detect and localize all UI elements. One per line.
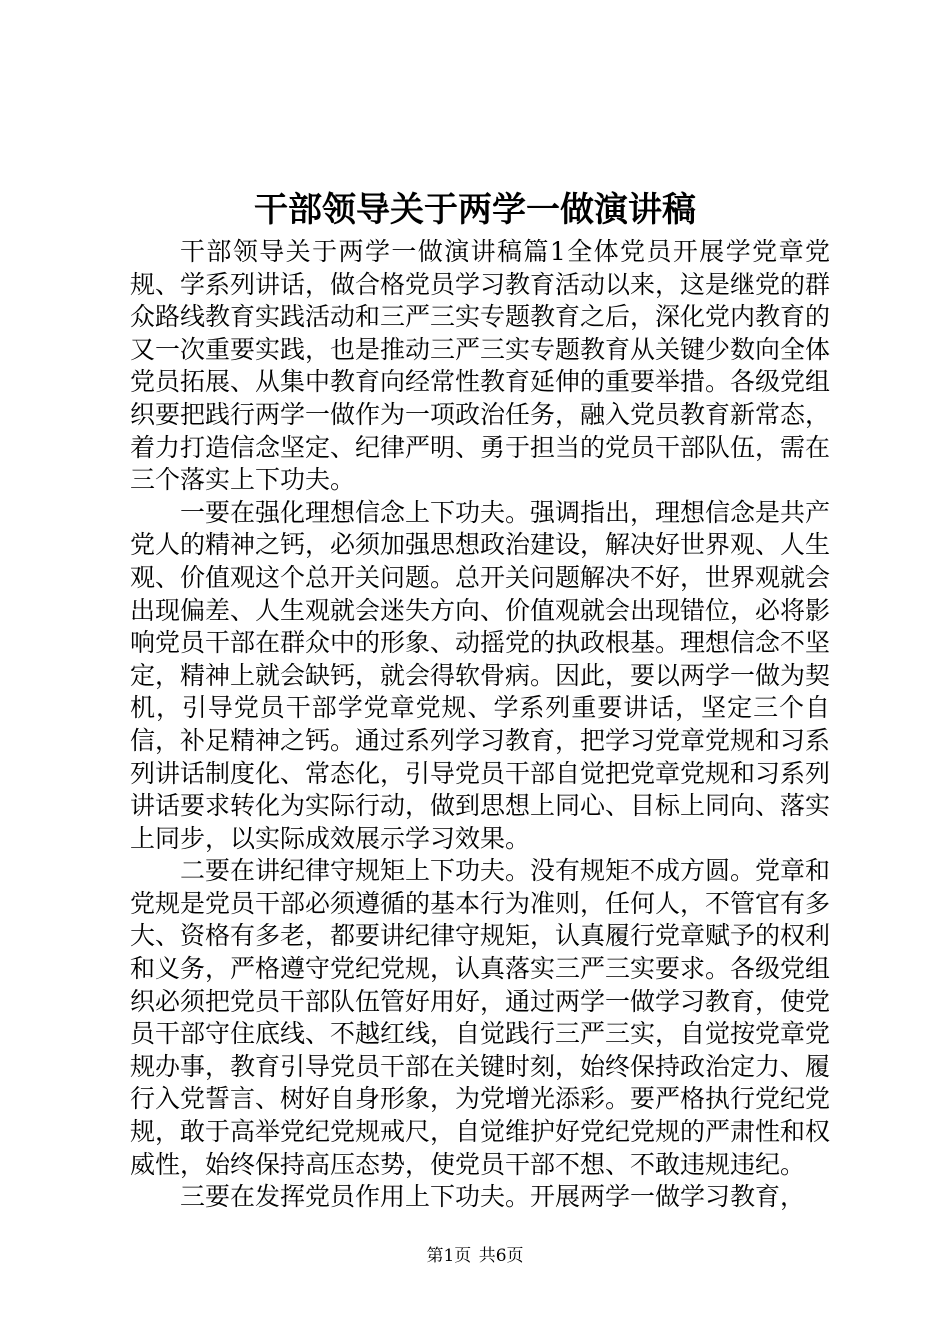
document-title: 干部领导关于两学一做演讲稿 (254, 190, 696, 230)
page-footer (0, 1242, 950, 1270)
page-total: 共6页 (478, 1246, 524, 1266)
paragraph-4: 三要在发挥党员作用上下功夫。开展两学一做学习教育， (180, 1182, 806, 1212)
paragraph-2: 一要在强化理想信念上下功夫。强调指出，理想信念是共产党人的精神之钙，必须加强思想政治建设，解决好世界观、人生观、价值观这个总开关问题。总开关问题解决不好，世界观就会出现偏差、人生观就会迷失方向、价值观就会出现错位，必将影响党员干部在群众中的形象、动摇党的执政根基。理想信念不坚定，精神上就会缺钙，就会得软骨病。因此，要以两学一做为契机，引导党员干部学党章党规、学系列重要讲话，坚定三个自信，补足精神之钙。通过系列学习教育，把学习党章党规和习系列讲话制度化、常态化，引导党员干部自觉把党章党规和习系列讲话要求转化为实际行动，做到思想上同心、目标上同向、落实上同步，以实际成效展示学习效果。 (130, 497, 831, 853)
paragraph-3: 二要在讲纪律守规矩上下功夫。没有规矩不成方圆。党章和党规是党员干部必须遵循的基本行为准则，任何人，不管官有多大、资格有多老，都要讲纪律守规矩，认真履行党章赋予的权利和义务，严格遵守党纪党规，认真落实三严三实要求。各级党组织必须把党员干部队伍管好用好，通过两学一做学习教育，使党员干部守住底线、不越红线，自觉践行三严三实，自觉按党章党规办事，教育引导党员干部在关键时刻，始终保持政治定力、履行入党誓言、树好自身形象，为党增光添彩。要严格执行党纪党规，敢于高举党纪党规戒尺，自觉维护好党纪党规的严肃性和权威性，始终保持高压态势，使党员干部不想、不敢违规违纪。 (130, 856, 831, 1179)
page-number: 第1页 (426, 1246, 472, 1266)
document-body (130, 236, 830, 1214)
paragraph-1: 干部领导关于两学一做演讲稿篇1全体党员开展学党章党规、学系列讲话，做合格党员学习教育活动以来，这是继党的群众路线教育实践活动和三严三实专题教育之后，深化党内教育的又一次重要实践，也是推动三严三实专题教育从关键少数向全体党员拓展、从集中教育向经常性教育延伸的重要举措。各级党组织要把践行两学一做作为一项政治任务，融入党员教育新常态，着力打造信念坚定、纪律严明、勇于担当的党员干部队伍，需在三个落实上下功夫。 (130, 237, 831, 495)
